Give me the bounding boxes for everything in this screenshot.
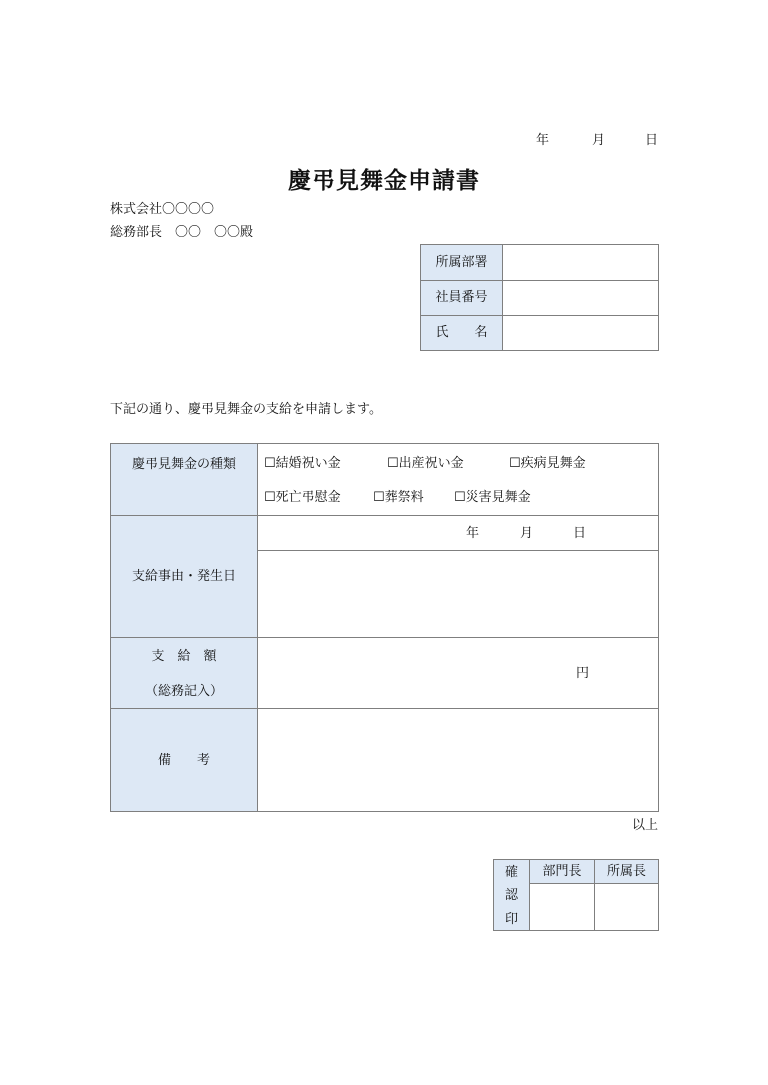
reason-date-day: 日 <box>573 526 587 541</box>
reason-field[interactable] <box>258 551 658 637</box>
reason-date-year: 年 <box>466 526 480 541</box>
name-field[interactable] <box>503 315 658 350</box>
checkbox-birth[interactable]: ☐出産祝い金 <box>387 456 464 471</box>
reason-date-month: 月 <box>520 526 534 541</box>
approval-manager-stamp[interactable] <box>595 884 658 930</box>
intro-text: 下記の通り、慶弔見舞金の支給を申請します。 <box>110 402 382 417</box>
checkbox-illness[interactable]: ☐疾病見舞金 <box>509 456 586 471</box>
checkbox-wedding[interactable]: ☐結婚祝い金 <box>264 456 341 471</box>
closing-text: 以上 <box>632 818 659 833</box>
approval-manager-header: 所属長 <box>606 864 646 879</box>
approval-char-2: 認 <box>504 887 518 903</box>
checkbox-disaster[interactable]: ☐災害見舞金 <box>454 490 531 505</box>
amount-note: （総務記入） <box>144 683 223 699</box>
header-date-month: 月 <box>592 133 606 148</box>
remarks-field[interactable] <box>258 709 658 811</box>
main-table <box>110 443 659 812</box>
company-name: 株式会社〇〇〇〇 <box>110 202 215 217</box>
header-date-year: 年 <box>536 133 550 148</box>
document-title: 慶弔見舞金申請書 <box>288 168 480 194</box>
reason-label: 支給事由・発生日 <box>131 569 236 584</box>
remarks-label: 備 考 <box>157 752 210 768</box>
checkbox-death[interactable]: ☐死亡弔慰金 <box>264 490 341 505</box>
approval-dept-head-stamp[interactable] <box>530 884 594 930</box>
employee-number-field[interactable] <box>503 280 658 315</box>
amount-unit: 円 <box>576 666 590 681</box>
employee-number-label: 社員番号 <box>435 290 488 305</box>
checkbox-funeral[interactable]: ☐葬祭料 <box>373 490 424 505</box>
approval-table <box>493 859 659 931</box>
amount-label: 支 給 額 <box>151 648 217 664</box>
recipient-name: 総務部長 〇〇 〇〇殿 <box>110 225 254 240</box>
header-date-day: 日 <box>645 133 659 148</box>
name-label: 氏 名 <box>435 325 488 340</box>
approval-dept-head-header: 部門長 <box>542 864 582 879</box>
approval-char-3: 印 <box>504 911 518 927</box>
type-label: 慶弔見舞金の種類 <box>131 456 236 472</box>
department-label: 所属部署 <box>435 255 488 270</box>
amount-field[interactable] <box>258 638 658 708</box>
approval-char-1: 確 <box>504 864 518 880</box>
department-field[interactable] <box>503 245 658 280</box>
applicant-table <box>420 244 659 351</box>
